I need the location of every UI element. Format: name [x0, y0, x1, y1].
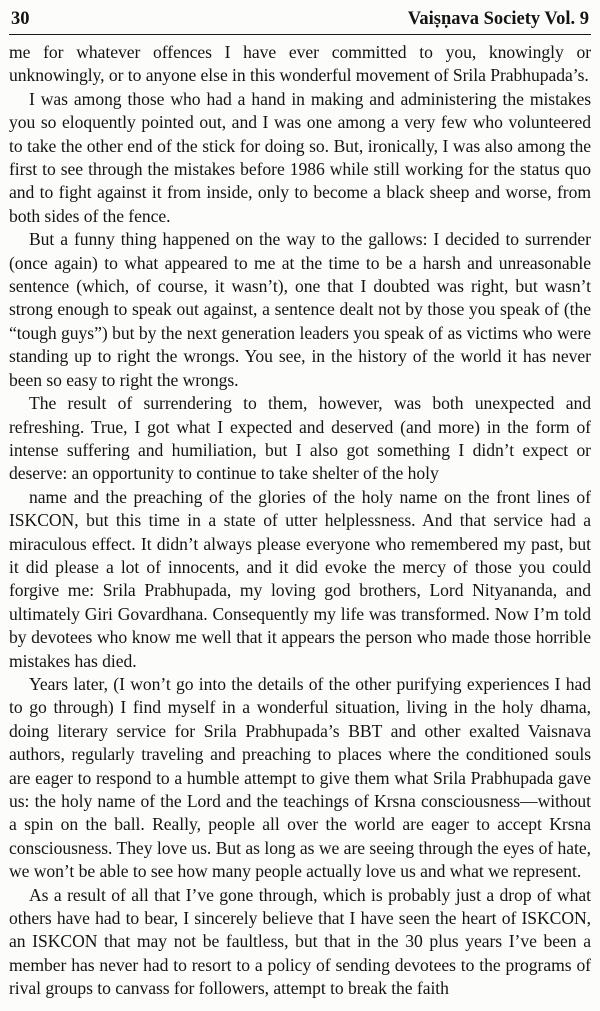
header-rule — [9, 34, 591, 35]
paragraph-5: name and the preaching of the glories of the holy name on the front lines of ISKCON, but this time in a state of utter helplessness. And that service had a miraculous effect. It didn’t always please everyone who remembered my past, but it did please a lot of innocents, and it did evoke the mercy of those you could forgive me: Srila Prabhupada, my loving god brothers, Lord Nityananda, and ultimately Giri Govardhana. Consequently my life was transformed. Now I’m told by devotees who know me well that it appears the person who made those horrible mistakes has died. — [9, 486, 591, 671]
paragraph-1: me for whatever offences I have ever committed to you, knowingly or unknowingly, or to anyone else in this wonderful movement of Srila Prabhupada’s. — [9, 42, 591, 86]
paragraph-3: But a funny thing happened on the way to the gallows: I decided to surrender (once again) to what appeared to me at the time to be a harsh and unreasonable sentence (which, of course, it wasn’t), one that I doubted was right, but wasn’t strong enough to speak out against, a sentence dealt not by those you speak of (the “tough guys”) but by the next generation leaders you speak of as victims who were standing up to right the wrongs. You see, in the history of the world it has never been so easy to right the wrongs. — [9, 229, 591, 390]
body-text — [9, 41, 591, 1001]
running-title: Vaiṣṇava Society Vol. 9 — [407, 9, 589, 29]
paragraph-2: I was among those who had a hand in making and administering the mistakes you so eloquently pointed out, and I was one among a very few who volunteered to take the other end of the stick for doing so. But, ironically, I was also among the first to see through the mistakes before 1986 while still working for the status quo and to fight against it from inside, only to become a black sheep and worse, from both sides of the fence. — [9, 88, 591, 226]
paragraph-6: Years later, (I won’t go into the details of the other purifying experiences I had to go through) I find myself in a wonderful situation, living in the holy dhama, doing literary service for Srila Prabhupada’s BBT and other exalted Vaisnava authors, regularly traveling and preaching to places where the conditioned souls are eager to respond to a humble attempt to give them what Srila Prabhupada gave us: the holy name of the Lord and the teachings of Krsna consciousness—without a spin on the ball. Really, people all over the world are eager to accept Krsna consciousness. They love us. But as long as we are seeing through the eyes of hate, we won’t be able to see how many people actually love us and what we represent. — [9, 673, 591, 882]
running-head — [9, 8, 591, 30]
page-number: 30 — [11, 9, 30, 29]
paragraph-7: As a result of all that I’ve gone through, which is probably just a drop of what others have had to bear, I sincerely believe that I have seen the heart of ISKCON, an ISKCON that may not be faultless, but that in the 30 plus years I’ve been a member has never had to resort to a policy of sending devotees to the programs of rival groups to canvass for followers, attempt to break the faith — [9, 884, 591, 999]
paragraph-4: The result of surrendering to them, however, was both unexpected and refreshing. True, I got what I expected and deserved (and more) in the form of intense suffering and humiliation, but I also got something I didn’t expect or deserve: an opportunity to continue to take shelter of the holy — [9, 393, 591, 484]
